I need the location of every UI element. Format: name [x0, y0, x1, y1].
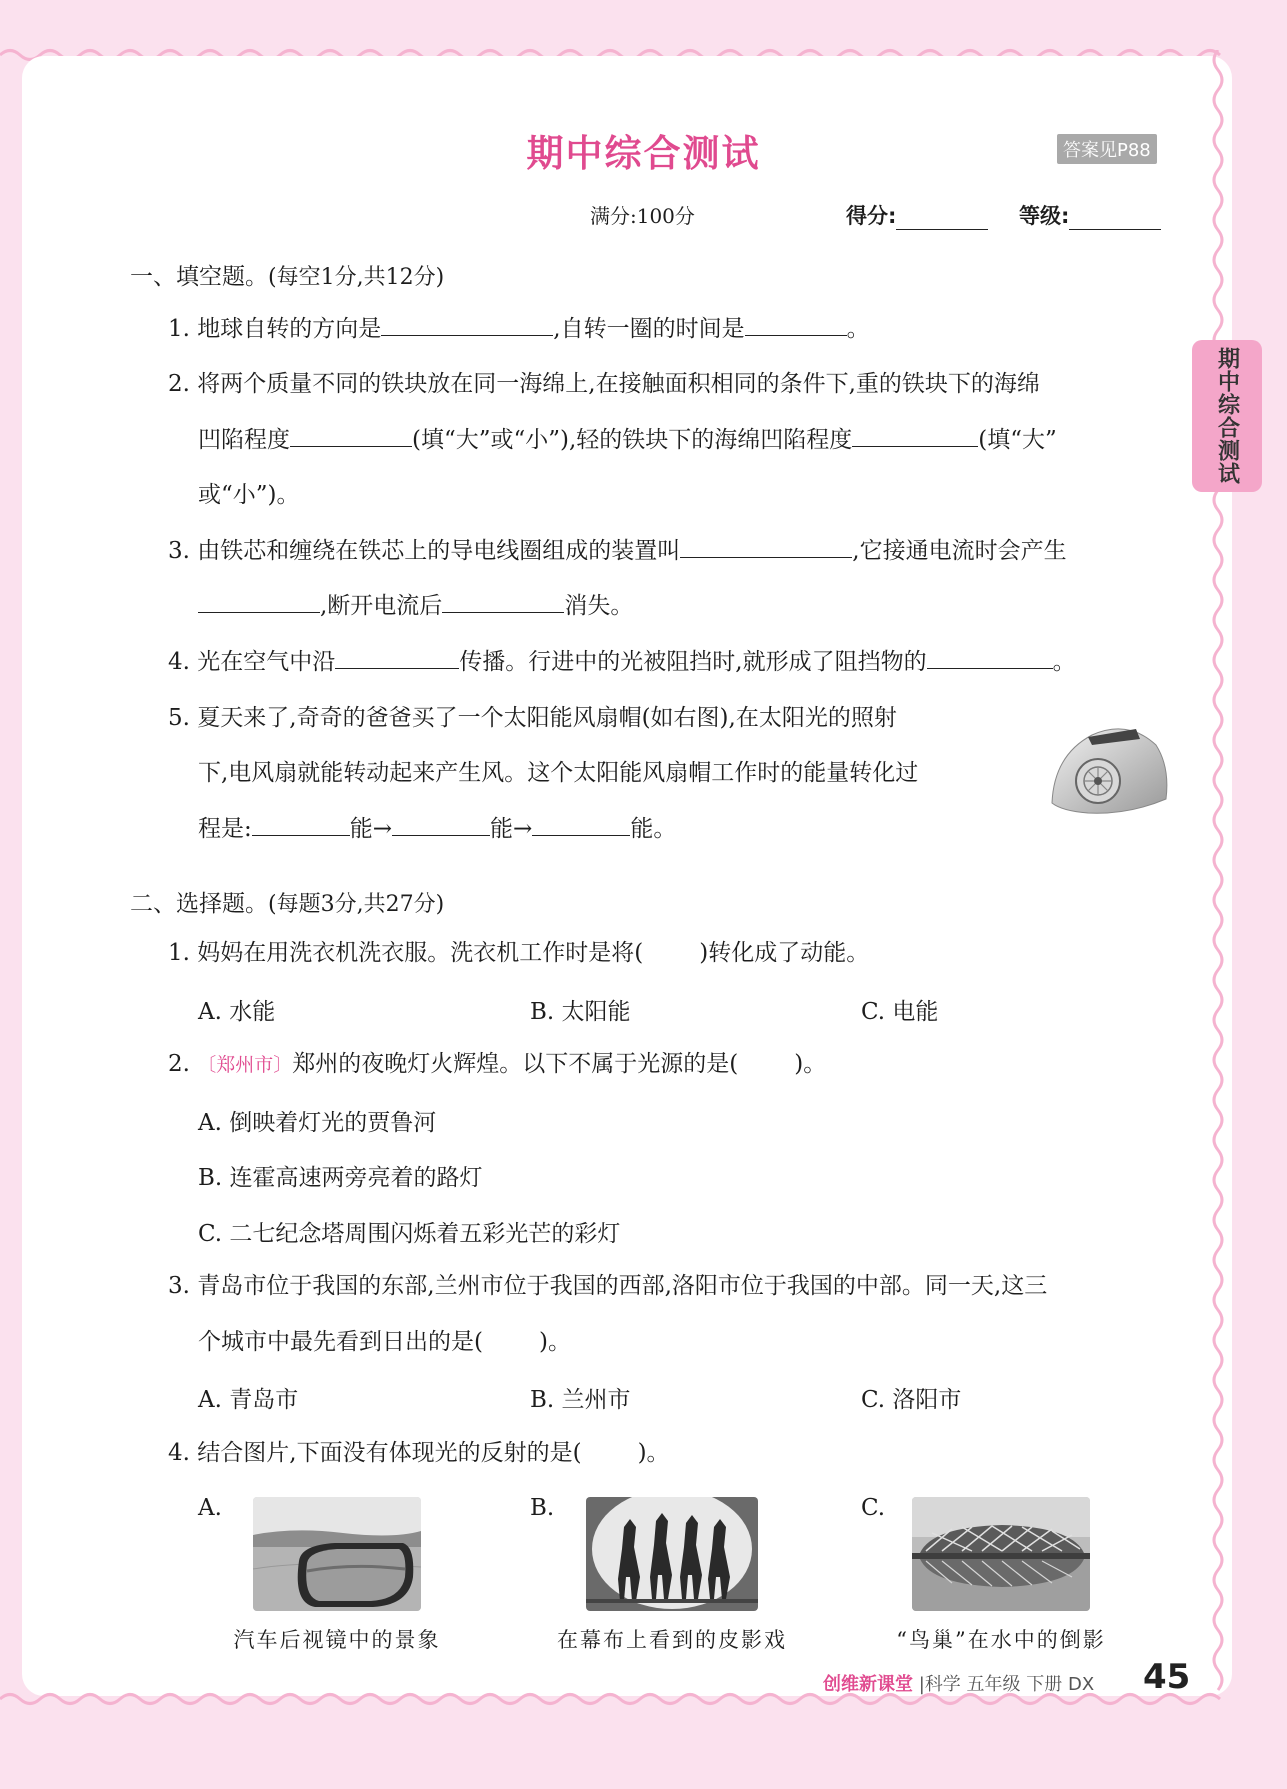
question-text: 传播。行进中的光被阻挡时,就形成了阻挡物的	[459, 649, 927, 675]
fill-question-3	[168, 535, 1067, 567]
question-text: 结合图片,下面没有体现光的反射的是(	[197, 1440, 582, 1466]
question-number: 2.	[168, 1051, 190, 1077]
question-text: (填“大”或“小”),轻的铁块下的海绵凹陷程度	[412, 427, 853, 453]
score-input-line[interactable]	[896, 209, 988, 230]
region-tag: 〔郑州市〕	[197, 1054, 293, 1076]
answer-blank[interactable]	[252, 813, 350, 836]
full-score-label: 满分:100分	[590, 204, 695, 228]
page-number: 45	[1143, 1657, 1191, 1697]
option-b[interactable]: B. 兰州市	[530, 1387, 631, 1413]
fill-question-5-line3	[198, 813, 676, 845]
choice-question-3-line2	[198, 1326, 571, 1358]
option-c[interactable]: C. 电能	[861, 999, 939, 1025]
answer-blank[interactable]	[392, 813, 490, 836]
solar-fan-helmet-image	[1048, 715, 1170, 821]
choice-question-4	[168, 1437, 670, 1469]
page-title: 期中综合测试	[526, 132, 761, 175]
question-text: 能。	[630, 816, 677, 842]
question-number: 5.	[168, 705, 190, 731]
option-a[interactable]: A. 水能	[198, 999, 276, 1025]
question-text: 程是:	[198, 816, 252, 842]
wavy-border-right	[1210, 50, 1226, 1700]
section-fill-in-heading	[130, 258, 444, 291]
question-text: )转化成了动能。	[699, 940, 870, 966]
option-a[interactable]: A. 倒映着灯光的贾鲁河	[198, 1110, 437, 1136]
question-text: 消失。	[564, 593, 634, 619]
option-a-letter[interactable]: A.	[198, 1495, 222, 1521]
answer-reference-badge: 答案见P88	[1057, 134, 1157, 164]
option-b[interactable]: B. 连霍高速两旁亮着的路灯	[198, 1165, 483, 1191]
fill-question-2-line3	[198, 479, 300, 511]
question-text: 妈妈在用洗衣机洗衣服。洗衣机工作时是将(	[197, 940, 644, 966]
photo-a-caption: 汽车后视镜中的景象	[233, 1628, 441, 1652]
question-text: 夏天来了,奇奇的爸爸买了一个太阳能风扇帽(如右图),在太阳光的照射	[197, 705, 897, 731]
question-number: 3.	[168, 1273, 190, 1299]
question-text: 能→	[349, 816, 393, 842]
answer-blank[interactable]	[852, 424, 978, 447]
question-text: (填“大”	[978, 427, 1057, 453]
section-title: 一、填空题。	[130, 264, 268, 290]
question-text: 下,电风扇就能转动起来产生风。这个太阳能风扇帽工作时的能量转化过	[198, 760, 919, 786]
question-text: ,自转一圈的时间是	[553, 316, 745, 342]
car-mirror-photo[interactable]	[253, 1497, 421, 1611]
question-text: 青岛市位于我国的东部,兰州市位于我国的西部,洛阳市位于我国的中部。同一天,这三	[197, 1273, 1048, 1299]
photo-b-caption: 在幕布上看到的皮影戏	[557, 1628, 787, 1652]
question-text: 将两个质量不同的铁块放在同一海绵上,在接触面积相同的条件下,重的铁块下的海绵	[197, 371, 1040, 397]
question-number: 2.	[168, 371, 190, 397]
answer-blank[interactable]	[198, 590, 320, 613]
section-title: 二、选择题。	[130, 891, 268, 917]
question-text: 。	[846, 316, 870, 342]
score-label: 得分:	[846, 204, 897, 228]
question-number: 4.	[168, 649, 190, 675]
option-c[interactable]: C. 洛阳市	[861, 1387, 962, 1413]
fill-question-5-line2	[198, 757, 918, 789]
grade-label: 等级:	[1019, 204, 1070, 228]
question-text: )。	[637, 1440, 670, 1466]
question-text: 郑州的夜晚灯火辉煌。以下不属于光源的是(	[292, 1051, 739, 1077]
shadow-puppet-photo[interactable]	[586, 1497, 758, 1611]
grade-input-line[interactable]	[1069, 209, 1161, 230]
footer-series	[823, 1670, 1094, 1696]
birds-nest-photo[interactable]	[912, 1497, 1090, 1611]
option-c[interactable]: C. 二七纪念塔周围闪烁着五彩光芒的彩灯	[198, 1221, 621, 1247]
section-note: (每题3分,共27分)	[268, 892, 445, 917]
answer-blank[interactable]	[335, 646, 459, 669]
answer-blank[interactable]	[381, 313, 553, 336]
brand-name: 创维新课堂	[823, 1674, 913, 1695]
question-number: 1.	[168, 316, 190, 342]
photo-c-caption: “鸟巢”在水中的倒影	[896, 1628, 1106, 1652]
answer-blank[interactable]	[290, 424, 412, 447]
choice-question-3	[168, 1270, 1047, 1302]
choice-question-2	[168, 1048, 826, 1081]
fill-question-5	[168, 702, 897, 734]
option-b[interactable]: B. 太阳能	[530, 999, 631, 1025]
option-a[interactable]: A. 青岛市	[198, 1387, 299, 1413]
answer-blank[interactable]	[442, 590, 564, 613]
question-text: 地球自转的方向是	[197, 316, 382, 342]
option-b-letter[interactable]: B.	[530, 1495, 555, 1521]
question-number: 4.	[168, 1440, 190, 1466]
section-note: (每空1分,共12分)	[268, 265, 445, 290]
section-choice-heading	[130, 885, 444, 918]
question-text: )。	[538, 1329, 571, 1355]
question-number: 1.	[168, 940, 190, 966]
footer-subject: 科学 五年级 下册 DX	[924, 1674, 1095, 1695]
question-text: 能→	[490, 816, 533, 842]
grade-field	[1019, 200, 1161, 230]
fill-question-1	[168, 313, 870, 345]
answer-blank[interactable]	[532, 813, 630, 836]
question-number: 3.	[168, 538, 190, 564]
fill-question-3-line2	[198, 590, 633, 622]
side-chapter-tab[interactable]: 期中综合测试	[1192, 340, 1262, 492]
question-text: 。	[1052, 649, 1076, 675]
choice-question-1	[168, 937, 869, 969]
answer-blank[interactable]	[680, 535, 852, 558]
question-text: )。	[794, 1051, 827, 1077]
question-text: 由铁芯和缠绕在铁芯上的导电线圈组成的装置叫	[197, 538, 681, 564]
answer-blank[interactable]	[927, 646, 1053, 669]
question-text: ,断开电流后	[320, 593, 443, 619]
fill-question-2	[168, 368, 1040, 400]
question-text: ,它接通电流时会产生	[852, 538, 1067, 564]
question-text: 光在空气中沿	[197, 649, 336, 675]
question-text: 个城市中最先看到日出的是(	[198, 1329, 483, 1355]
score-field	[846, 200, 988, 230]
fill-question-2-line2	[198, 424, 1057, 456]
question-text: 凹陷程度	[198, 427, 290, 453]
fill-question-4	[168, 646, 1076, 678]
option-c-letter[interactable]: C.	[861, 1495, 886, 1521]
answer-blank[interactable]	[745, 313, 847, 336]
question-text: 或“小”)。	[198, 482, 300, 508]
footer-separator: |	[918, 1674, 925, 1695]
